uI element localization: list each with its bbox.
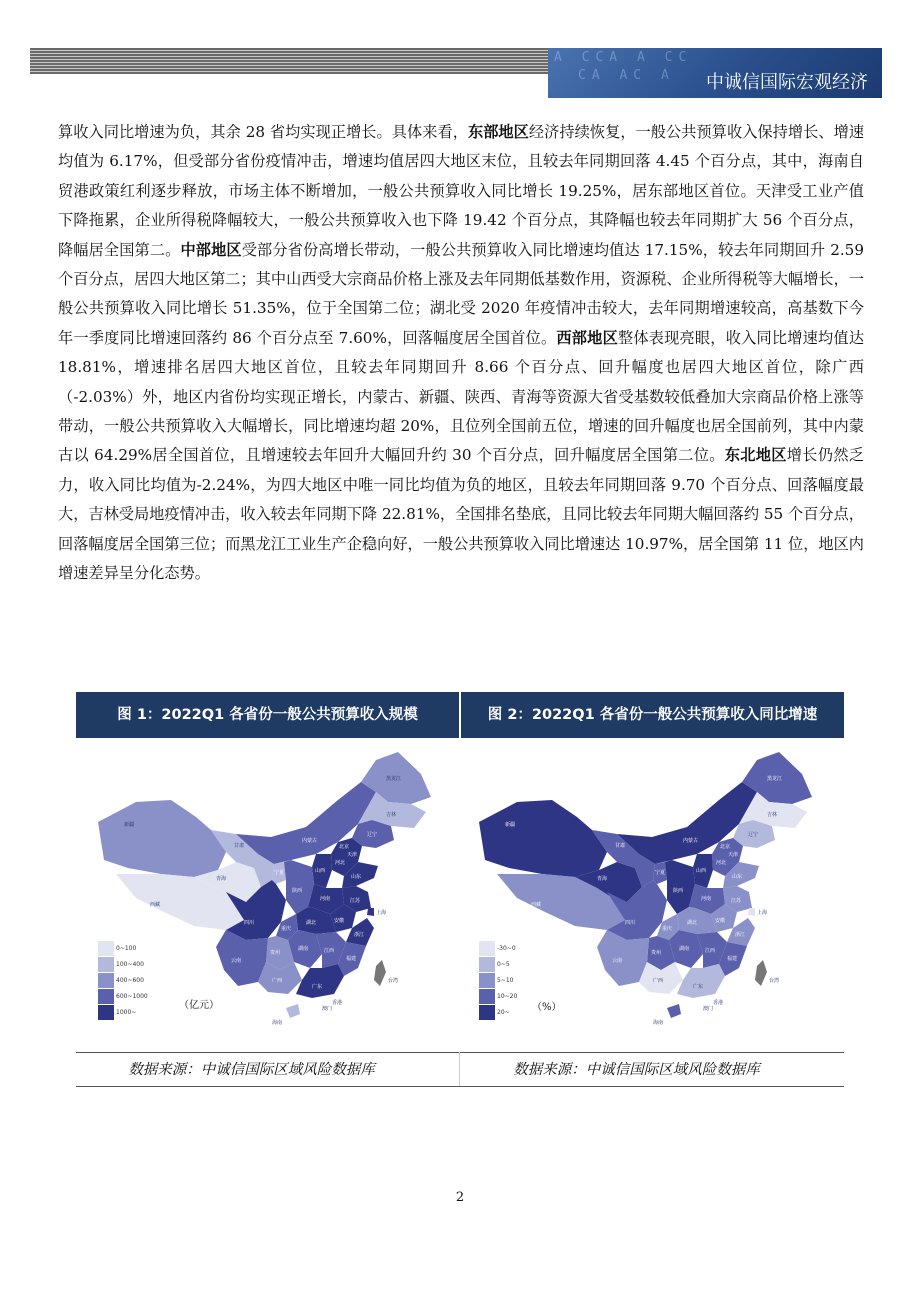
legend-item: 5~10 — [479, 972, 517, 988]
label-tibet: 西藏 — [531, 902, 542, 908]
region-northeast: 东北地区 — [724, 446, 787, 465]
figure1-map — [76, 742, 459, 1042]
label-jilin: 吉林 — [767, 812, 778, 818]
label-taiwan: 台湾 — [769, 978, 780, 984]
legend-item: 0~100 — [98, 940, 148, 956]
figure1-source: 数据来源：中诚信国际区域风险数据库 — [128, 1062, 375, 1078]
legend-swatch — [479, 957, 495, 972]
region-east: 东部地区 — [467, 123, 529, 141]
legend-item: -30~0 — [479, 940, 517, 956]
source-rule-bottom — [76, 1086, 844, 1087]
label-anhui: 安徽 — [715, 918, 726, 924]
label-guangdong: 广东 — [312, 984, 323, 990]
province-guangdong — [677, 964, 725, 998]
label-henan: 河南 — [701, 896, 712, 902]
province-hainan — [286, 1004, 300, 1018]
legend-item: 20~ — [479, 1004, 517, 1020]
region-central: 中部地区 — [180, 240, 242, 259]
province-taiwan — [755, 960, 767, 986]
label-sichuan: 四川 — [625, 920, 636, 926]
legend-swatch — [479, 1005, 495, 1020]
label-heilongjiang: 黑龙江 — [767, 776, 783, 782]
label-ningxia: 宁夏 — [655, 870, 666, 876]
label-hunan: 湖南 — [298, 946, 309, 952]
label-hebei: 河北 — [716, 860, 727, 866]
label-jilin: 吉林 — [386, 812, 397, 818]
label-qinghai: 青海 — [216, 876, 227, 882]
label-hongkong: 香港 — [713, 1000, 724, 1006]
label-gansu: 甘肃 — [615, 843, 626, 849]
label-guangdong: 广东 — [693, 984, 704, 990]
label-chongqing: 重庆 — [281, 926, 292, 932]
label-tianjin: 天津 — [728, 852, 739, 858]
body-text: 算收入同比增速为负，其余 28 省均实现正增长。具体来看， — [58, 123, 468, 141]
body-text: 受部分省份高增长带动，一般公共预算收入同比增速均值达 17.15%，较去年同期回升 2.59 个百分点，居四大地区第二；其中山西受大宗商品价格上涨及去年同期低基数作用，资源税、企业所得税等大幅增长，一般公共预算收入同比增长 51.35%，位于全国第二位；湖北受 2020 年疫情冲击较大，去年同期增速较高，高基数下今年一季度同比增速回落约 86 个百分点至 7.60%，回落幅度居全国首位。 — [58, 240, 865, 347]
label-macao: 澳门 — [703, 1006, 714, 1012]
label-guangxi: 广西 — [272, 978, 283, 984]
label-gansu: 甘肃 — [234, 843, 245, 849]
label-zhejiang: 浙江 — [354, 932, 365, 938]
label-shanghai: 上海 — [376, 910, 387, 916]
legend-item: 400~600 — [98, 972, 148, 988]
figure2-legend — [479, 940, 517, 1020]
source-rule-top — [76, 1052, 844, 1053]
label-jiangxi: 江西 — [324, 948, 335, 954]
label-xinjiang: 新疆 — [505, 822, 516, 828]
label-xinjiang: 新疆 — [124, 822, 135, 828]
figure1-unit: （亿元） — [179, 1000, 219, 1011]
label-jiangxi: 江西 — [705, 948, 716, 954]
page-number: 2 — [455, 1190, 465, 1205]
label-fujian: 福建 — [346, 956, 357, 962]
label-chongqing: 重庆 — [662, 926, 673, 932]
label-hongkong: 香港 — [332, 1000, 343, 1006]
body-text: 整体表现亮眼，收入同比增速均值达 18.81%，增速排名居四大地区首位，且较去年同期回升 8.66 个百分点、回升幅度也居四大地区首位，除广西（-2.03%）外，地区内省份均实现正增长，内蒙古、新疆、陕西、青海等资源大省受基数较低叠加大宗商品价格上涨等带动，一般公共预算收入大幅增长，同比增速均超 20%，且位列全国前五位，增速的回升幅度也居全国前列，其中内蒙古以 64.29%居全国首位，且增速较去年回升大幅回升约 30 个百分点，回升幅度居全国第二位。 — [58, 328, 865, 465]
label-zhejiang: 浙江 — [735, 932, 746, 938]
body-text: 经济持续恢复，一般公共预算收入保持增长、增速均值为 6.17%，但受部分省份疫情冲击，增速均值居四大地区末位，且较去年同期回落 4.45 个百分点，其中，海南自贸港政策红利逐步释放，市场主体不断增加，一般公共预算收入同比增长 19.25%，居东部地区首位。天津受工业产值下降拖累，企业所得税降幅较大，一般公共预算收入也下降 19.42 个百分点，其降幅也较去年同期扩大 56 个百分点，降幅居全国第二。 — [58, 123, 865, 259]
label-liaoning: 辽宁 — [367, 832, 378, 838]
body-paragraph — [58, 118, 864, 589]
label-jiangsu: 江苏 — [731, 898, 742, 904]
province-xinjiang — [479, 800, 607, 877]
label-hainan: 海南 — [272, 1020, 283, 1026]
label-beijing: 北京 — [720, 844, 731, 850]
figure1-title: 图 1：2022Q1 各省份一般公共预算收入规模 — [76, 692, 459, 738]
label-hebei: 河北 — [335, 860, 346, 866]
legend-swatch — [479, 989, 495, 1004]
label-beijing: 北京 — [339, 844, 350, 850]
legend-item: 100~400 — [98, 956, 148, 972]
province-xinjiang — [98, 800, 226, 877]
province-shanghai — [748, 908, 755, 916]
label-shanghai: 上海 — [757, 910, 768, 916]
figure2-source: 数据来源：中诚信国际区域风险数据库 — [513, 1062, 760, 1078]
label-ningxia: 宁夏 — [274, 870, 285, 876]
label-hubei: 湖北 — [306, 920, 317, 926]
province-guangdong — [296, 964, 344, 998]
label-shanxi: 山西 — [696, 868, 707, 874]
label-tibet: 西藏 — [150, 902, 161, 908]
label-yunnan: 云南 — [231, 958, 242, 964]
header-decoration: CA AC A — [578, 68, 675, 83]
legend-swatch — [479, 941, 495, 956]
label-guangxi: 广西 — [653, 978, 664, 984]
label-fujian: 福建 — [727, 956, 738, 962]
label-henan: 河南 — [320, 896, 331, 902]
label-anhui: 安徽 — [334, 918, 345, 924]
label-taiwan: 台湾 — [388, 978, 399, 984]
region-west: 西部地区 — [556, 328, 618, 347]
body-text: 增长仍然乏力，收入同比均值为-2.24%，为四大地区中唯一同比均值为负的地区，且较去年同期回落 9.70 个百分点、回落幅度最大，吉林受局地疫情冲击，收入较去年同期下降 22.81%，全国排名垫底，且同比较去年同期大幅回落约 55 个百分点，回落幅度居全国第三位；而黑龙江工业生产企稳向好，一般公共预算收入同比增速达 10.97%，居全国第 11 位，地区内增速差异呈分化态势。 — [58, 446, 865, 583]
province-shanghai — [367, 908, 374, 916]
label-tianjin: 天津 — [347, 852, 358, 858]
label-guizhou: 贵州 — [651, 950, 662, 956]
label-guizhou: 贵州 — [270, 950, 281, 956]
figure2-map — [461, 742, 844, 1042]
figure2-title: 图 2：2022Q1 各省份一般公共预算收入同比增速 — [461, 692, 844, 738]
label-yunnan: 云南 — [612, 958, 623, 964]
legend-swatch — [479, 973, 495, 988]
label-sichuan: 四川 — [244, 920, 255, 926]
header-decoration: A CCA A CC — [554, 50, 693, 65]
label-jiangsu: 江苏 — [350, 898, 361, 904]
header-stripes — [30, 48, 550, 74]
label-neimenggu: 内蒙古 — [683, 838, 699, 844]
label-shandong: 山东 — [351, 874, 362, 880]
legend-swatch — [98, 973, 114, 988]
label-shandong: 山东 — [732, 874, 743, 880]
legend-swatch — [98, 941, 114, 956]
legend-swatch — [98, 989, 114, 1004]
label-neimenggu: 内蒙古 — [302, 838, 318, 844]
label-qinghai: 青海 — [597, 876, 608, 882]
header-brand-title: 中诚信国际宏观经济 — [706, 72, 868, 93]
label-macao: 澳门 — [322, 1006, 333, 1012]
map1-provinces — [98, 752, 431, 1018]
label-heilongjiang: 黑龙江 — [386, 776, 402, 782]
label-hubei: 湖北 — [687, 920, 698, 926]
label-hainan: 海南 — [653, 1020, 664, 1026]
map2-provinces — [479, 752, 812, 1018]
legend-swatch — [98, 957, 114, 972]
figure2-unit: （%） — [532, 1002, 562, 1013]
header-banner — [548, 48, 882, 98]
label-shaanxi: 陕西 — [292, 888, 303, 894]
province-hainan — [667, 1004, 681, 1018]
label-shanxi: 山西 — [315, 868, 326, 874]
legend-item: 10~20 — [479, 988, 517, 1004]
legend-swatch — [98, 1005, 114, 1020]
figure1-legend — [98, 940, 148, 1020]
label-shaanxi: 陕西 — [673, 888, 684, 894]
label-liaoning: 辽宁 — [748, 832, 759, 838]
legend-item: 1000~ — [98, 1004, 148, 1020]
label-hunan: 湖南 — [679, 946, 690, 952]
legend-item: 0~5 — [479, 956, 517, 972]
province-taiwan — [374, 960, 386, 986]
legend-item: 600~1000 — [98, 988, 148, 1004]
